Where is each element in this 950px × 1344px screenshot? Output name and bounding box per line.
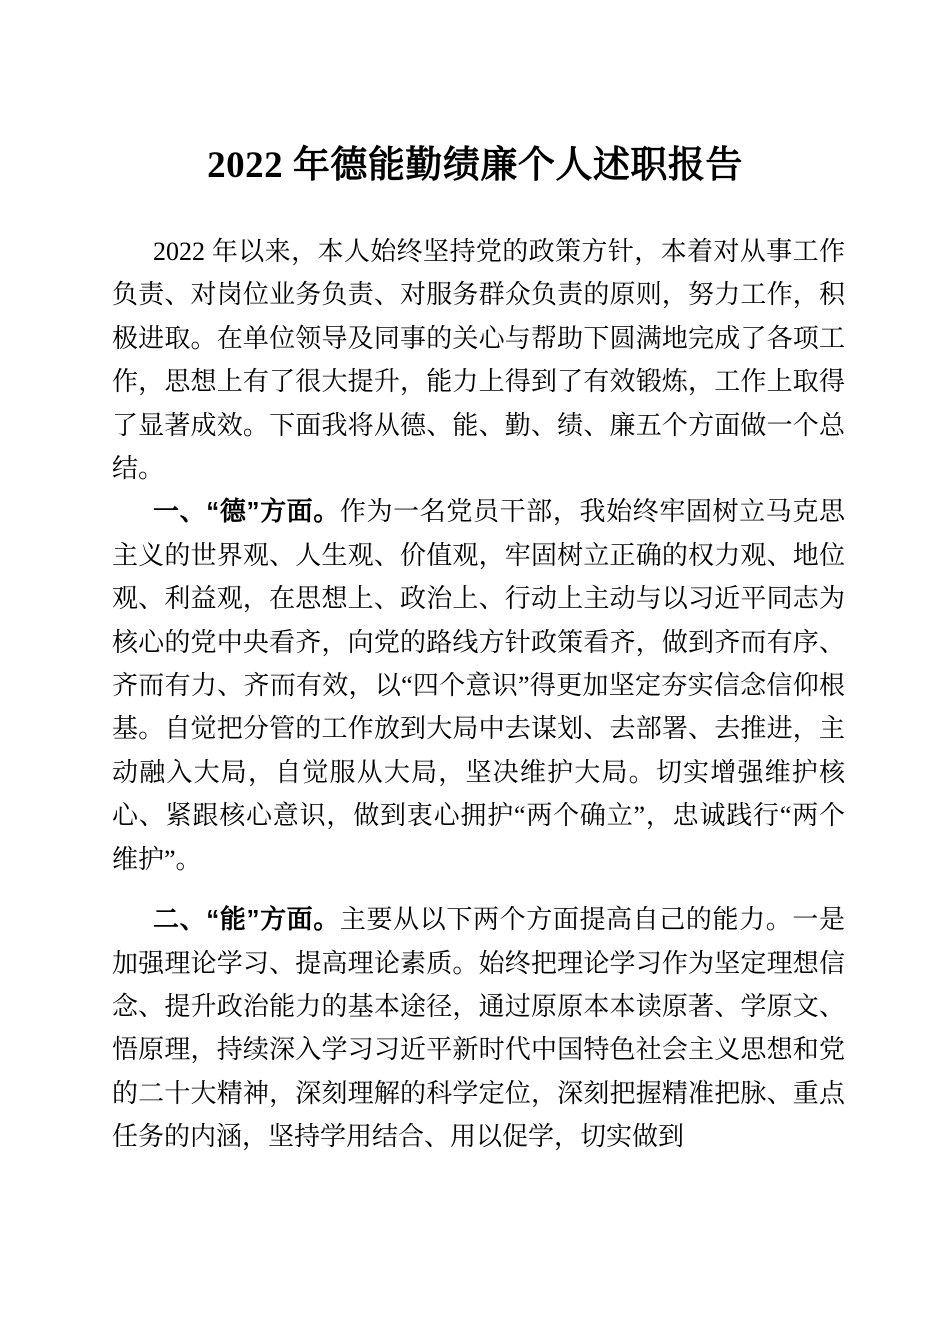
paragraph <box>112 490 845 881</box>
paragraph <box>112 230 845 490</box>
paragraph <box>112 898 845 1158</box>
document-body <box>112 230 845 1159</box>
paragraph-text: 主要从以下两个方面提高自己的能力。一是加强理论学习、提高理论素质。始终把理论学习作为坚定理想信念、提升政治能力的基本途径，通过原原本本读原著、学原文、悟原理，持续深入学习习近平新时代中国特色社会主义思想和党的二十大精神，深刻理解的科学定位，深刻把握精准把脉、重点任务的内涵，坚持学用结合、用以促学，切实做到 <box>112 905 845 1152</box>
paragraph-lead-bold: 一、“德”方面。 <box>153 496 340 527</box>
paragraph-text: 2022 年以来，本人始终坚持党的政策方针，本着对从事工作负责、对岗位业务负责、对服务群众负责的原则，努力工作，积极进取。在单位领导及同事的关心与帮助下圆满地完成了各项工作，思想上有了很大提升，能力上得到了有效锻炼，工作上取得了显著成效。下面我将从德、能、勤、绩、廉五个方面做一个总结。 <box>112 237 845 484</box>
paragraph-text: 作为一名党员干部，我始终牢固树立马克思主义的世界观、人生观、价值观，牢固树立正确的权力观、地位观、利益观，在思想上、政治上、行动上主动与以习近平同志为核心的党中央看齐，向党的路线方针政策看齐，做到齐而有序、齐而有力、齐而有效，以“四个意识”得更加坚定夯实信念信仰根基。自觉把分管的工作放到大局中去谋划、去部署、去推进，主动融入大局，自觉服从大局，坚决维护大局。切实增强维护核心、紧跟核心意识，做到衷心拥护“两个确立”，忠诚践行“两个维护”。 <box>112 497 845 874</box>
document-title: 2022 年德能勤绩廉个人述职报告 <box>207 145 743 186</box>
paragraph-lead-bold: 二、“能”方面。 <box>153 904 340 935</box>
